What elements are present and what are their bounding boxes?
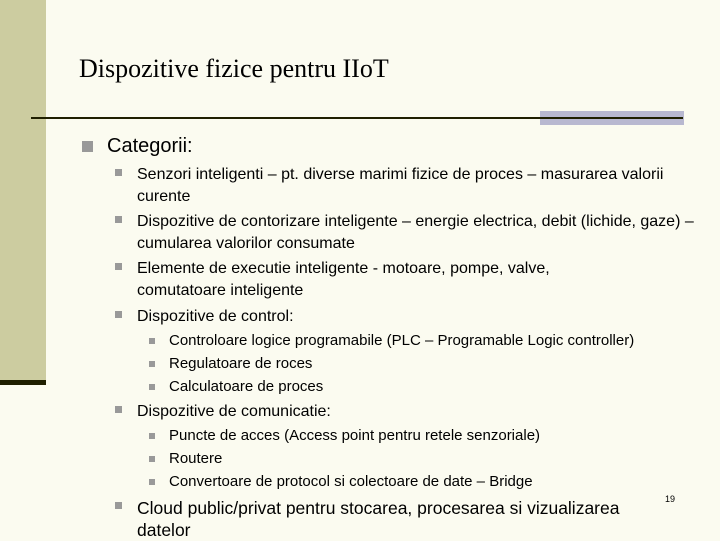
sub-item-text: Routere bbox=[169, 450, 223, 467]
list-item-cloud bbox=[137, 497, 672, 541]
sub-item-plc bbox=[169, 332, 634, 350]
square-bullet-icon bbox=[149, 433, 155, 439]
list-item-text: Elemente de executie inteligente - motoare, pompe, valve, comutatoare inteligente bbox=[137, 260, 550, 299]
square-bullet-icon bbox=[149, 456, 155, 462]
slide-title: Dispozitive fizice pentru IIoT bbox=[79, 54, 389, 83]
sub-item-text: Controloare logice programabile (PLC – Programable Logic controller) bbox=[169, 332, 635, 349]
list-item-senzori bbox=[137, 164, 697, 208]
square-bullet-icon bbox=[149, 479, 155, 485]
list-item-comunicatie bbox=[137, 401, 697, 423]
list-item-control bbox=[137, 306, 697, 328]
square-bullet-icon bbox=[115, 216, 122, 223]
square-bullet-icon bbox=[149, 384, 155, 390]
sub-item-text: Convertoare de protocol si colectoare de date – Bridge bbox=[169, 473, 533, 490]
page-number: 19 bbox=[665, 494, 676, 504]
square-bullet-icon bbox=[82, 141, 93, 152]
list-item-text: Cloud public/privat pentru stocarea, procesarea si vizualizarea datelor bbox=[137, 498, 620, 540]
square-bullet-icon bbox=[115, 311, 122, 318]
sub-item-puncte-acces bbox=[169, 427, 540, 445]
categorii-heading: Categorii: bbox=[107, 135, 193, 157]
sub-item-text: Calculatoare de proces bbox=[169, 378, 324, 395]
list-item-contorizare bbox=[137, 211, 697, 255]
bullet-categorii bbox=[107, 135, 193, 158]
square-bullet-icon bbox=[149, 338, 155, 344]
sub-item-regulatoare bbox=[169, 355, 312, 373]
sub-item-calculatoare bbox=[169, 378, 323, 396]
list-item-executie bbox=[137, 258, 637, 302]
square-bullet-icon bbox=[149, 361, 155, 367]
list-item-text: Senzori inteligenti – pt. diverse marimi fizice de proces – masurarea valorii curente bbox=[137, 166, 664, 205]
list-item-text: Dispozitive de control: bbox=[137, 308, 294, 325]
sub-item-text: Puncte de acces (Access point pentru retele senzoriale) bbox=[169, 427, 541, 444]
sub-item-text: Regulatoare de roces bbox=[169, 355, 313, 372]
square-bullet-icon bbox=[115, 263, 122, 270]
sub-item-routere bbox=[169, 450, 222, 468]
square-bullet-icon bbox=[115, 502, 122, 509]
list-item-text: Dispozitive de contorizare inteligente – energie electrica, debit (lichide, gaze) – cumularea valorilor consumate bbox=[137, 213, 694, 252]
list-item-text: Dispozitive de comunicatie: bbox=[137, 403, 331, 420]
square-bullet-icon bbox=[115, 169, 122, 176]
square-bullet-icon bbox=[115, 406, 122, 413]
sub-item-convertoare bbox=[169, 473, 533, 491]
